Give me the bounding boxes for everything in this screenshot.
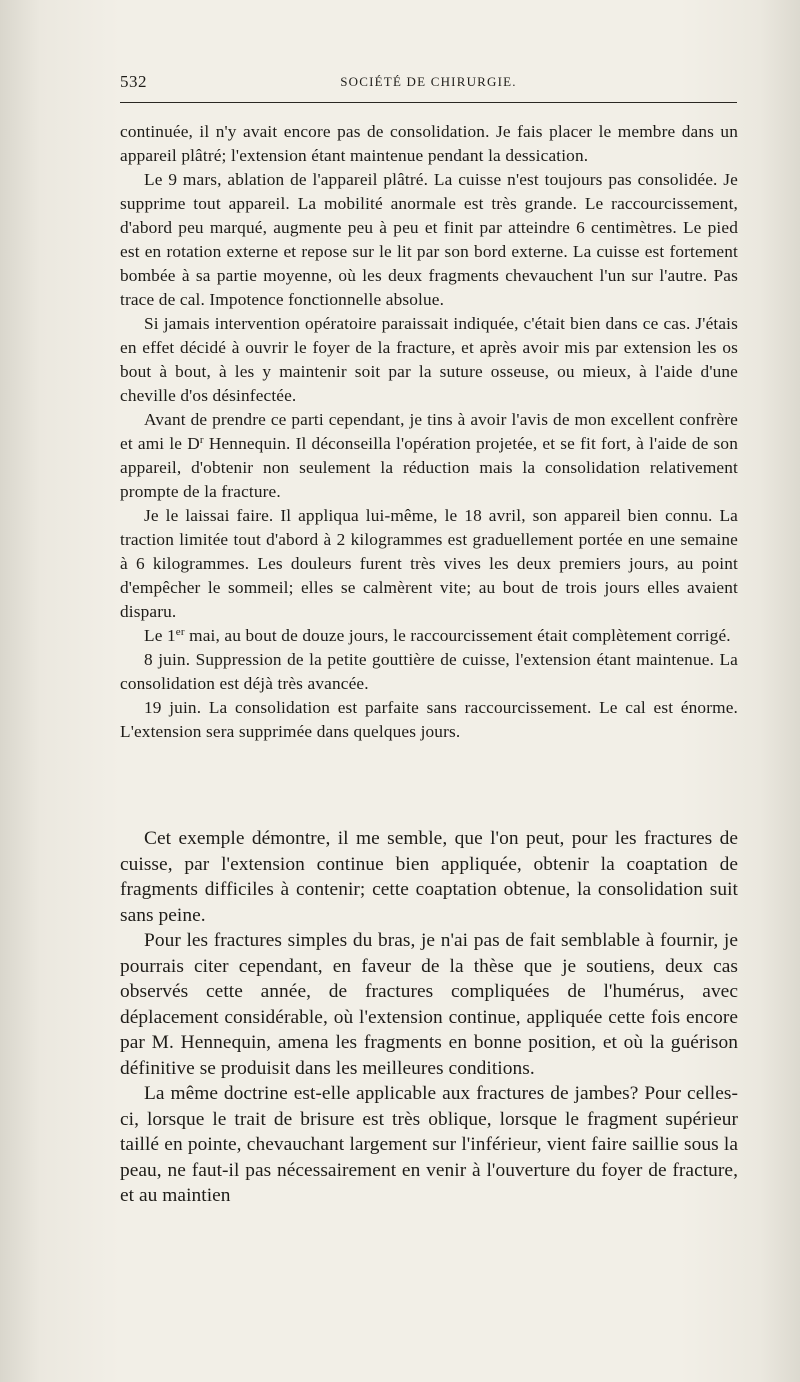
superscript: r xyxy=(199,434,204,446)
text-run: Avant de prendre ce parti cependant, je tins à avoir l'avis de mon excellent confrère et ami le D xyxy=(120,410,738,453)
paragraph-hennequin-opinion xyxy=(120,408,738,504)
text-run: mai, au bout de douze jours, le raccourcissement était complètement corrigé. xyxy=(184,626,731,645)
paragraph-conclusion-thigh: Cet exemple démontre, il me semble, que l'on peut, pour les fractures de cuisse, par l'extension continue bien appliquée, obtenir la coaptation de fragments difficiles à contenir; cette coaptation obtenue, la consolidation suit sans peine. xyxy=(120,828,738,926)
page-header xyxy=(120,72,737,98)
text-run: Hennequin. Il déconseilla l'opération projetée, et se fit fort, à l'aide de son appareil, d'obtenir non seulement la réduction mais la consolidation relativement prompte de la fracture. xyxy=(120,434,738,501)
page-number: 532 xyxy=(120,72,147,91)
paragraph-arm-fractures: Pour les fractures simples du bras, je n'ai pas de fait semblable à fournir, je pourrais citer cependant, en faveur de la thèse que je soutiens, deux cas observés cette année, de fractures compliquées de l'humérus, avec déplacement considérable, où l'extension continue, appliquée cette fois encore par M. Hennequin, amena les fragments en bonne position, et où la guérison définitive se produisit dans les meilleures conditions. xyxy=(120,930,738,1079)
discussion-text xyxy=(120,826,738,1209)
superscript: er xyxy=(175,626,185,638)
paragraph-may-1 xyxy=(120,624,738,648)
header-rule xyxy=(120,102,737,103)
running-title: SOCIÉTÉ DE CHIRURGIE. xyxy=(340,74,517,89)
paragraph-intervention: Si jamais intervention opératoire paraissait indiquée, c'était bien dans ce cas. J'étais en effet décidé à ouvrir le foyer de la fracture, et après avoir mis par extension les os bout à bout, à les y maintenir soit par la suture osseuse, ou mieux, à l'aide d'une cheville d'os désinfectée. xyxy=(120,314,738,405)
paragraph-june-8: 8 juin. Suppression de la petite gouttière de cuisse, l'extension étant maintenue. La consolidation est déjà très avancée. xyxy=(120,650,738,693)
paragraph-leg-fractures: La même doctrine est-elle applicable aux fractures de jambes? Pour celles-ci, lorsque le trait de brisure est très oblique, lorsque le fragment supérieur taillé en pointe, chevauchant largement sur l'inférieur, vient faire saillie sous la peau, ne faut-il pas nécessairement en venir à l'ouverture du foyer de fracture, et au maintien xyxy=(120,1083,738,1206)
paragraph-april-18: Je le laissai faire. Il appliqua lui-même, le 18 avril, son appareil bien connu. La traction limitée tout d'abord à 2 kilogrammes est graduellement portée en une semaine à 6 kilogrammes. Les douleurs furent très vives les deux premiers jours, au point d'empêcher le sommeil; elles se calmèrent vite; au bout de trois jours elles avaient disparu. xyxy=(120,506,738,621)
paragraph-march-9: Le 9 mars, ablation de l'appareil plâtré. La cuisse n'est toujours pas consolidée. Je supprime tout appareil. La mobilité anormale est très grande. Le raccourcissement, d'abord peu marqué, augmente peu à peu et finit par atteindre 6 centimètres. Le pied est en rotation externe et repose sur le lit par son bord externe. La cuisse est fortement bombée à sa partie moyenne, où les deux fragments chevauchent l'un sur l'autre. Pas trace de cal. Impotence fonctionnelle absolue. xyxy=(120,170,738,309)
paragraph-continuation: continuée, il n'y avait encore pas de consolidation. Je fais placer le membre dans un appareil plâtré; l'extension étant maintenue pendant la dessication. xyxy=(120,122,738,165)
case-report-text xyxy=(120,120,738,744)
paragraph-june-19: 19 juin. La consolidation est parfaite sans raccourcissement. Le cal est énorme. L'extension sera supprimée dans quelques jours. xyxy=(120,698,738,741)
text-run: Le 1 xyxy=(144,626,176,645)
